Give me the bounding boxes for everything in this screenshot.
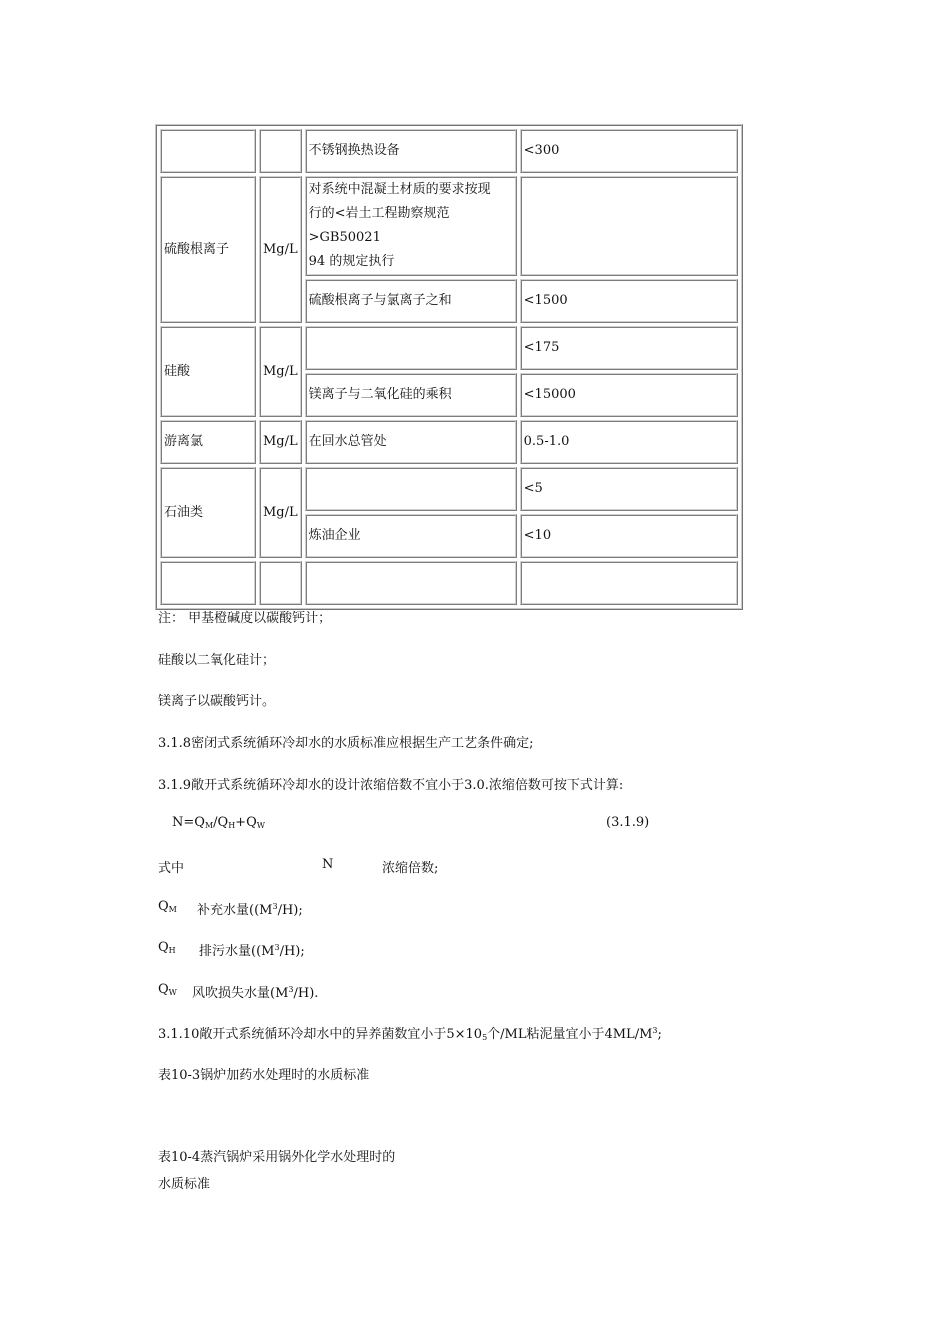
variable-qw-symbol <box>158 982 177 997</box>
clause-3-1-9: 3.1.9敞开式系统循环冷却水的设计浓缩倍数不宜小于3.0.浓缩倍数可按下式计算: <box>158 778 624 793</box>
table-cell-condition: 炼油企业 <box>305 514 517 558</box>
table-cell-item: 石油类 <box>160 467 256 558</box>
clause-3-1-8: 3.1.8密闭式系统循环冷却水的水质标准应根据生产工艺条件确定; <box>158 736 534 751</box>
clause-text: 个/ML粘泥量宜小于4ML/M <box>487 1027 653 1042</box>
condition-line: 对系统中混凝土材质的要求按现 <box>308 182 491 197</box>
table-row <box>160 129 738 173</box>
table-cell-value: <1500 <box>520 279 738 323</box>
where-label: 式中 <box>158 861 185 876</box>
variable-symbol: Q <box>158 940 169 955</box>
table-10-3-title: 表10-3锅炉加药水处理时的水质标准 <box>158 1068 370 1083</box>
clause-text: 3.1.10敞开式系统循环冷却水中的异养菌数宜小于5×10 <box>158 1027 483 1042</box>
variable-qm-description <box>197 899 303 918</box>
where-symbol: N <box>322 857 334 872</box>
table-cell-unit: Mg/L <box>259 420 302 464</box>
variable-qw-description <box>192 982 318 1001</box>
table-cell-condition <box>305 326 517 370</box>
note-line: 硅酸以二氧化硅计； <box>158 653 276 668</box>
note-line: 镁离子以碳酸钙计。 <box>158 694 276 709</box>
table-cell-condition <box>305 467 517 511</box>
table-row <box>160 176 738 276</box>
formula <box>172 815 265 830</box>
table-cell-value <box>520 176 738 276</box>
table-cell-unit <box>259 561 302 605</box>
variable-text: /H). <box>293 986 319 1001</box>
variable-superscript: 3 <box>288 985 294 994</box>
table-cell-unit: Mg/L <box>259 467 302 558</box>
condition-line: 行的<岩土工程勘察规范>GB50021 <box>308 206 450 245</box>
table-cell-condition: 镁离子与二氧化硅的乘积 <box>305 373 517 417</box>
table-cell-value: <300 <box>520 129 738 173</box>
clause-text: ; <box>657 1027 662 1042</box>
table-cell-condition: 不锈钢换热设备 <box>305 129 517 173</box>
table-cell-value: <175 <box>520 326 738 370</box>
variable-subscript: W <box>168 988 177 997</box>
variable-text: 风吹损失水量(M <box>192 986 289 1001</box>
formula-text: /Q <box>213 815 229 830</box>
formula-text: N=Q <box>172 815 205 830</box>
table-row <box>160 561 738 605</box>
table-cell-value <box>520 561 738 605</box>
table-cell-unit <box>259 129 302 173</box>
formula-subscript: H <box>228 821 236 830</box>
where-description: 浓缩倍数; <box>382 861 439 876</box>
table-cell-condition: 在回水总管处 <box>305 420 517 464</box>
condition-line: 94 的规定执行 <box>308 254 395 269</box>
variable-superscript: 3 <box>272 902 278 911</box>
variable-text: 排污水量((M <box>199 944 275 959</box>
variable-text: /H); <box>279 944 305 959</box>
table-cell-condition: 硫酸根离子与氯离子之和 <box>305 279 517 323</box>
table-10-4-title-line2: 水质标准 <box>158 1177 211 1192</box>
table-row <box>160 467 738 511</box>
variable-symbol: Q <box>158 899 169 914</box>
table-cell-item: 硫酸根离子 <box>160 176 256 323</box>
table-row <box>160 420 738 464</box>
variable-qh-symbol <box>158 940 176 955</box>
formula-number: (3.1.9) <box>606 815 650 830</box>
variable-subscript: H <box>168 946 176 955</box>
formula-subscript: M <box>204 821 214 830</box>
table-cell-condition <box>305 561 517 605</box>
table-cell-unit: Mg/L <box>259 176 302 323</box>
note-line: 注： 甲基橙碱度以碳酸钙计； <box>158 611 332 626</box>
water-quality-table <box>155 124 743 610</box>
table-cell-value: <15000 <box>520 373 738 417</box>
table-row <box>160 326 738 370</box>
table-cell-unit: Mg/L <box>259 326 302 417</box>
variable-qm-symbol <box>158 899 177 914</box>
table-cell-item <box>160 561 256 605</box>
table-cell-value: <5 <box>520 467 738 511</box>
variable-subscript: M <box>168 905 177 914</box>
variable-superscript: 3 <box>274 943 280 952</box>
table-cell-item: 硅酸 <box>160 326 256 417</box>
clause-superscript: 3 <box>652 1026 658 1035</box>
variable-text: /H); <box>277 903 303 918</box>
variable-qh-description <box>199 940 305 959</box>
variable-symbol: Q <box>158 982 169 997</box>
formula-subscript: W <box>256 821 265 830</box>
table-cell-value: 0.5-1.0 <box>520 420 738 464</box>
table-cell-item: 游离氯 <box>160 420 256 464</box>
table-cell-item <box>160 129 256 173</box>
table-10-4-title-line1: 表10-4蒸汽锅炉采用锅外化学水处理时的 <box>158 1150 396 1165</box>
table-cell-condition <box>305 176 517 276</box>
clause-subscript: 5 <box>482 1033 488 1042</box>
table-cell-value: <10 <box>520 514 738 558</box>
clause-3-1-10 <box>158 1023 662 1042</box>
variable-text: 补充水量((M <box>197 903 273 918</box>
formula-text: +Q <box>235 815 257 830</box>
